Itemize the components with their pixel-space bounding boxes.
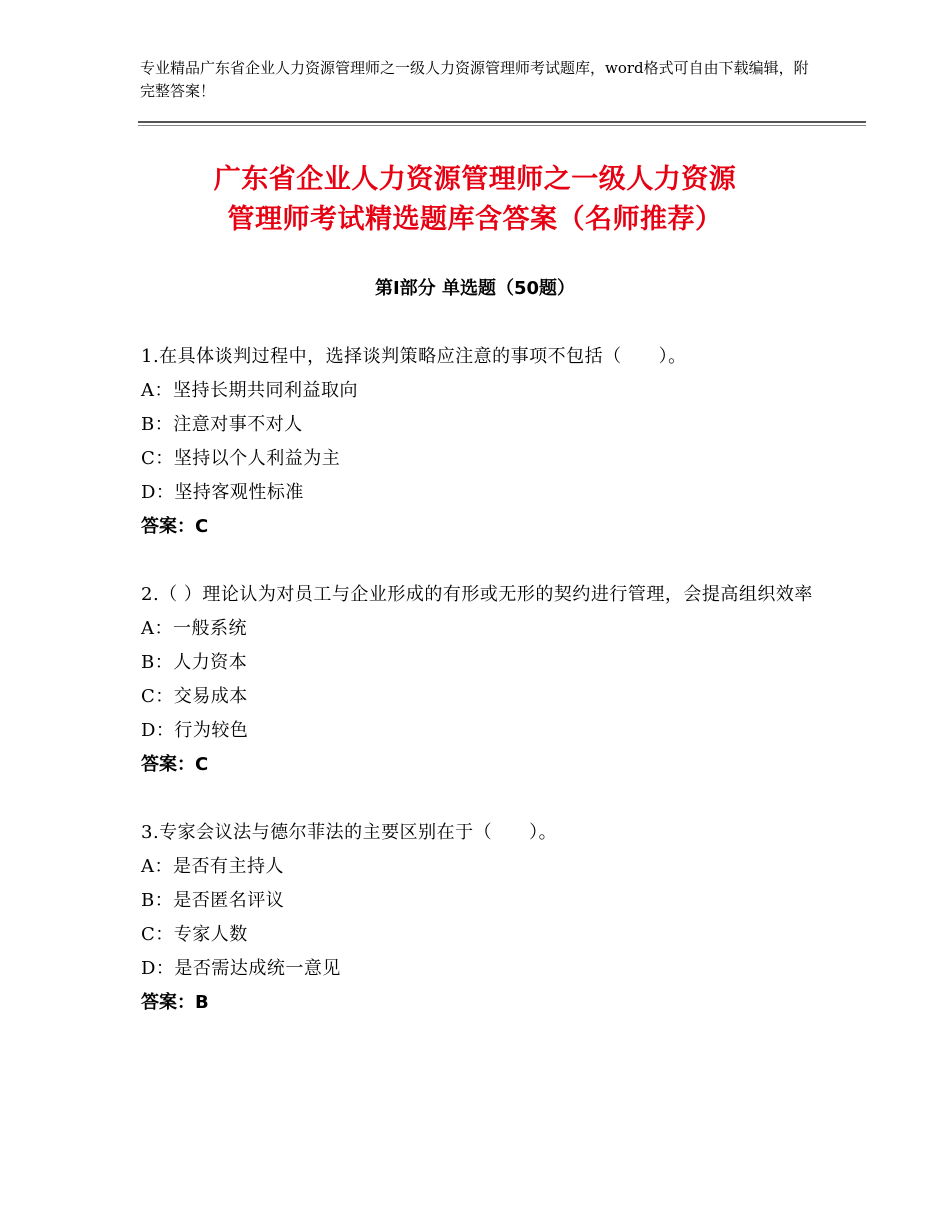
option-d: D：行为较色 [141, 720, 249, 741]
question-stem: 1.在具体谈判过程中，选择谈判策略应注意的事项不包括（ ）。 [141, 346, 687, 367]
option-a: A：是否有主持人 [141, 856, 284, 877]
header-rule-thin [138, 125, 866, 126]
answer: 答案：B [141, 992, 209, 1013]
answer: 答案：C [141, 516, 209, 537]
question-spacer [141, 782, 821, 816]
header-note: 专业精品广东省企业人力资源管理师之一级人力资源管理师考试题库，word格式可自由下载编辑，附完整答案！ [140, 59, 809, 100]
question-1 [141, 340, 821, 544]
option-d: D：是否需达成统一意见 [141, 958, 341, 979]
option-a: A：一般系统 [141, 618, 247, 639]
option-c: C：专家人数 [141, 924, 248, 945]
header-rule-thick [138, 121, 866, 123]
question-spacer [141, 544, 821, 578]
option-b: B：人力资本 [141, 652, 248, 673]
question-list [141, 340, 821, 1020]
title-line-1: 广东省企业人力资源管理师之一级人力资源 [213, 164, 737, 195]
option-b: B：是否匿名评议 [141, 890, 285, 911]
question-stem: 3.专家会议法与德尔菲法的主要区别在于（ ）。 [141, 822, 558, 843]
option-c: C：坚持以个人利益为主 [141, 448, 341, 469]
title-line-2: 管理师考试精选题库含答案（名师推荐） [227, 204, 723, 235]
document-title [100, 160, 850, 240]
question-stem: 2.（ ）理论认为对员工与企业形成的有形或无形的契约进行管理，会提高组织效率 [141, 584, 813, 605]
option-a: A：坚持长期共同利益取向 [141, 380, 358, 401]
section-title: 第Ⅰ部分 单选题（50题） [374, 278, 575, 299]
answer: 答案：C [141, 754, 209, 775]
question-3 [141, 816, 821, 1020]
option-b: B：注意对事不对人 [141, 414, 303, 435]
option-c: C：交易成本 [141, 686, 248, 707]
option-d: D：坚持客观性标准 [141, 482, 304, 503]
question-2 [141, 578, 821, 782]
